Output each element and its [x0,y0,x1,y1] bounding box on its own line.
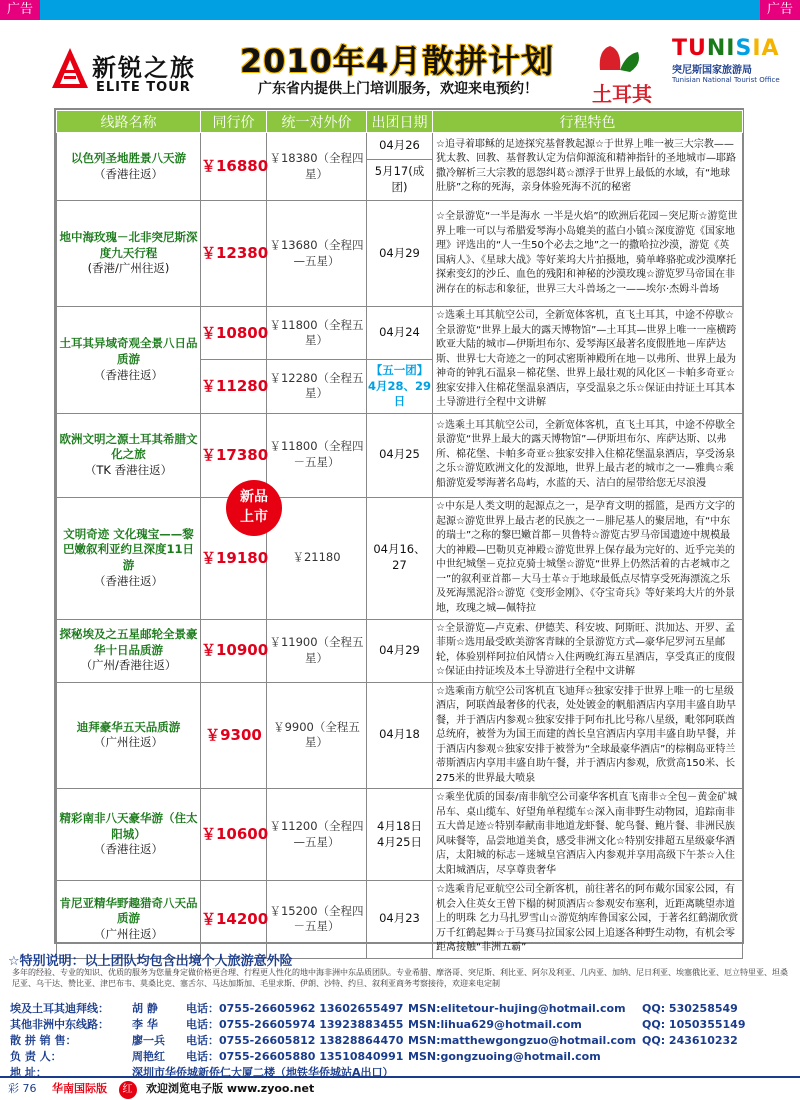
route-features: ☆中东是人类文明的起源点之一，是孕育文明的摇篮，是西方文字的起源☆游览世界上最古老的民族之一－腓尼基人的聚居地，有“中东的瑞士”之称的黎巴嫩首都－贝鲁特☆游览古罗马帝国遗迹中规模最大的神殿—巴勒贝克神殿☆游览世界上保存最为完好的、近乎完美的中世纪城堡－克拉克骑士城堡☆游览“世界上仍然活着的古老城市之一”的叙利亚首都－大马士革☆于地球最低点尽情享受死海漂流之乐及死海黑泥浴☆游览《变形金刚》、《夺宝奇兵》等好莱坞大片的外景地，玫瑰之城—佩特拉 [433,497,743,619]
route-features: ☆选乘土耳其航空公司，全新宽体客机，直飞土耳其，中途不停歇全景游览“世界上最大的露天博物馆”—伊斯坦布尔、库萨达斯、以弗所、棉花堡、卡帕多奇亚☆独家安排入住棉花堡温泉酒店，享受汤泉之乐☆游览欧洲文化的发源地，世界上最古老的城市之一—雅典☆乘船游览爱琴海著名岛屿，水蓝的天、洁白的屋带给您无尽浪漫 [433,413,743,497]
table-row [57,789,743,881]
tunisia-logo [672,36,792,106]
page-subtitle: 广东省内提供上门培训服务，欢迎来电预约！ [258,81,538,97]
route-features: ☆选乘肯尼亚航空公司全新客机，前往著名的阿布戴尔国家公园，有机会入住英女王曾下榻的树顶酒店☆参观安布塞利，近距离眺望赤道上的明珠 乞力马扎罗雪山☆游览纳库鲁国家公园，于著名红鹤湖欣赏万千红鹤起舞☆于马赛马拉国家公园上追逐各种野生动物，有机会零距离接触“非洲五霸” [433,881,743,959]
ad-tag-left: 广告 [0,0,40,20]
route-features: ☆选乘南方航空公司客机直飞迪拜☆独家安排于世界上唯一的七星级酒店，阿联酋最奢侈的代表，处处镀金的帆船酒店内享用丰盛自助早餐，并于酒店内参观☆独家安排于阿布扎比号称八星级，毗邻阿联酋总统府，被誉为为国王而建的酋长皇宫酒店内享用丰盛自助早餐，并于酒店内参观☆独家安排于被誉为“全球最豪华酒店”的棕榈岛亚特兰蒂斯酒店内享用丰盛自助午餐，并于酒店内参观，欣赏高150米、长275米的世界最大喷泉 [433,682,743,789]
route-dates: 04月26 5月17(成团) [367,133,433,201]
route-std-price: ￥11900（全程五星） [267,619,367,682]
new-product-badge [226,480,282,536]
triangle-logo-icon [50,46,90,90]
header-dates: 出团日期 [367,111,433,133]
route-std-price-mayday: ￥12280（全程五星） [267,360,367,413]
route-std-price: ￥15200（全程四－五星） [267,881,367,959]
route-dates: 04月29 [367,619,433,682]
route-name: 肯尼亚精华野趣猎奇八天品质游 （广州往返） [57,881,201,959]
contact-row: 散 拼 销 售： 廖一兵 电话：0755-26605812 13828864470 MSN:matthewgongzuo@hotmail.com QQ: 243610232 [10,1034,738,1047]
route-features: ☆追寻着耶稣的足迹探究基督教起源☆于世界上唯一被三大宗教——犹太教、回教、基督教认定为信仰源流和精神指针的圣地城市—耶路撒冷解析三大宗教的恩怨纠葛☆漂浮于世界上最低的水域，有“地球肚脐”之称的死海，亲身体验死海不沉的秘密 [433,133,743,201]
contact-list [10,1000,800,1080]
page-number: 彩 76 [8,1082,37,1095]
route-name: 精彩南非八天豪华游（住太阳城） （香港往返） [57,789,201,881]
route-dates: 4月18日 4月25日 [367,789,433,881]
route-std-price: ￥11800（全程五星） [267,307,367,360]
route-dates-mayday: 【五一团】 4月28、29日 [367,360,433,413]
route-name: 文明奇迹 文化瑰宝——黎巴嫩叙利亚约旦深度11日游 （香港往返） [57,497,201,619]
route-price: ￥16880 [201,133,267,201]
route-price: ￥12380 [201,201,267,307]
page-footer [0,1076,800,1100]
route-name: 以色列圣地胜景八天游 （香港往返） [57,133,201,201]
table-row [57,133,743,201]
route-price: ￥19180 [201,497,267,619]
route-features: ☆乘坐优质的国泰/南非航空公司豪华客机直飞南非☆全包－黄金矿城吊车、桌山缆车、好望角单程缆车☆深入南非野生动物园，追踪南非五大兽足迹☆特别奉献南非地道龙虾餐、鸵鸟餐、鲍片餐、非洲民族风味餐等，品尝地道美食，感受非洲文化☆特别安排超五星级豪华酒店，太阳城的标志－迷城皇宫酒店入内参观并享用高级下午茶☆入住太阳城酒店，尽享尊贵奢华 [433,789,743,881]
edition-tag: 红 [119,1081,137,1099]
tunisia-label-cn: 突尼斯国家旅游局 [672,65,752,76]
table-row [57,307,743,360]
route-table [54,108,744,953]
badge-line2: 上市 [240,509,268,525]
contact-row: 埃及土耳其迪拜线： 胡 静 电话：0755-26605962 13602655497 MSN:elitetour-hujing@hotmail.com QQ: 530258549 [10,1002,738,1015]
route-std-price: ￥11800（全程四－五星） [267,413,367,497]
header [0,20,800,106]
route-name: 土耳其异域奇观全景八日品质游 （香港往返） [57,307,201,414]
route-features: ☆全景游览“一半是海水 一半是火焰”的欧洲后花园－突尼斯☆游览世界上唯一可以与希腊爱琴海小岛媲美的蓝白小镇☆深度游览《国家地理》评选出的“人一生50个必去之地”之一的撒哈拉沙漠，游览《英国病人》、《星球大战》等好莱坞大片拍摄地，骑单峰骆驼或沙漠摩托探索变幻的沙丘、血色的残阳和神秘的沙漠玫瑰☆游览罗马帝国在非洲存在的标志和象征，世界三大斗兽场之一——埃尔·杰姆斗兽场 [433,201,743,307]
website-link[interactable]: 欢迎浏览电子版 www.zyoo.net [146,1082,315,1095]
ad-tag-right: 广告 [760,0,800,20]
brand-name-en: ELITE TOUR [96,80,191,95]
turkey-label: 土耳其 [592,82,652,106]
special-note-title: ☆特别说明：以上团队均包含出境个人旅游意外险 [8,954,293,969]
table-row [57,497,743,619]
turkey-logo [586,40,656,104]
route-price-mayday: ￥11280 [201,360,267,413]
page-title-text: 2010年4月散拼计划 [239,42,555,80]
route-name: 地中海玫瑰－北非突尼斯深度九天行程 (香港/广州往返) [57,201,201,307]
table-row [57,201,743,307]
contact-row: 其他非洲中东线路： 李 华 电话：0755-26605974 13923883455 MSN:lihua629@hotmail.com QQ: 1050355149 [10,1018,746,1031]
route-dates: 04月18 [367,682,433,789]
route-std-price: ￥13680（全程四—五星） [267,201,367,307]
brand-name-cn: 新锐之旅 [92,53,196,82]
header-route: 线路名称 [57,111,201,133]
turkey-tulip-icon [590,40,650,76]
service-note: 多年的经验、专业的知识、优质的服务为您量身定做价格更合理、行程更人性化的地中海非洲中东品质团队。专业希腊、摩洛哥、突尼斯、利比亚、阿尔及利亚、几内亚、加纳、尼日利亚、埃塞俄比亚、厄立特里亚、坦桑尼亚、乌干达、赞比亚、津巴布韦、莫桑比克、塞舌尔、马达加斯加、毛里求斯、伊朗、沙特、约旦、叙利亚商务考察接待，欢迎来电定制 [12,968,788,988]
route-price: ￥14200 [201,881,267,959]
table-row [57,682,743,789]
table-row [57,413,743,497]
route-std-price: ￥18380（全程四星） [267,133,367,201]
tunisia-word: TUNISIA [672,36,780,61]
route-name: 迪拜豪华五天品质游 （广州往返） [57,682,201,789]
contact-row: 负 责 人： 周艳红 电话：0755-26605880 13510840991 MSN:gongzuoing@hotmail.com [10,1050,601,1063]
route-std-price: ￥9900（全程五星） [267,682,367,789]
route-dates: 04月25 [367,413,433,497]
header-price: 同行价 [201,111,267,133]
route-std-price: ￥21180 [267,497,367,619]
route-price: ￥10800 [201,307,267,360]
route-features: ☆全景游览—卢克索、伊德芙、科安坡、阿斯旺、洪加达、开罗、孟菲斯☆选用最受欧美游客青睐的全景游览方式—豪华尼罗河五星邮轮，体验别样阿拉伯风情☆入住两晚红海五星酒店，享受真正的度假☆保证由持证埃及本土导游进行全程中文讲解 [433,619,743,682]
contact-row: 地 址： 深圳市华侨城新侨仁大厦二楼（地铁华侨城站A出口） [10,1066,394,1079]
header-features: 行程特色 [433,111,743,133]
route-dates: 04月29 [367,201,433,307]
route-price: ￥10600 [201,789,267,881]
route-dates: 04月24 [367,307,433,360]
route-features: ☆选乘土耳其航空公司，全新宽体客机，直飞土耳其，中途不停歇☆全景游览“世界上最大的露天博物馆”—土耳其—世界上唯一一座横跨欧亚大陆的城市—伊斯坦布尔、爱琴海区最著名度假胜地－库萨达斯、世界七大奇迹之一的阿忒密斯神殿所在地－以弗所、世界上最为神奇的钟乳石温泉－棉花堡、世界上最壮观的风化区－卡帕多奇亚☆独家安排入住棉花堡温泉酒店，享受温泉之乐☆保证由持证土耳其本土导游进行全程中文讲解 [433,307,743,414]
tunisia-label-en: Tunisian National Tourist Office [672,76,780,84]
route-std-price: ￥11200（全程四—五星） [267,789,367,881]
route-dates: 04月16、27 [367,497,433,619]
table-row [57,619,743,682]
header-std-price: 统一对外价 [267,111,367,133]
badge-line1: 新品 [240,489,268,505]
route-name: 探秘埃及之五星邮轮全景豪华十日品质游 （广州/香港往返） [57,619,201,682]
edition-label: 华南国际版 [52,1082,107,1095]
route-price: ￥9300 [201,682,267,789]
route-price: ￥17380 [201,413,267,497]
route-dates: 04月23 [367,881,433,959]
table-row [57,881,743,959]
route-price: ￥10900 [201,619,267,682]
page-title [232,36,562,82]
table-header-row [57,111,743,133]
elite-tour-logo [50,46,210,106]
route-name: 欧洲文明之源土耳其希腊文化之旅 （TK 香港往返） [57,413,201,497]
top-bar [0,0,800,20]
